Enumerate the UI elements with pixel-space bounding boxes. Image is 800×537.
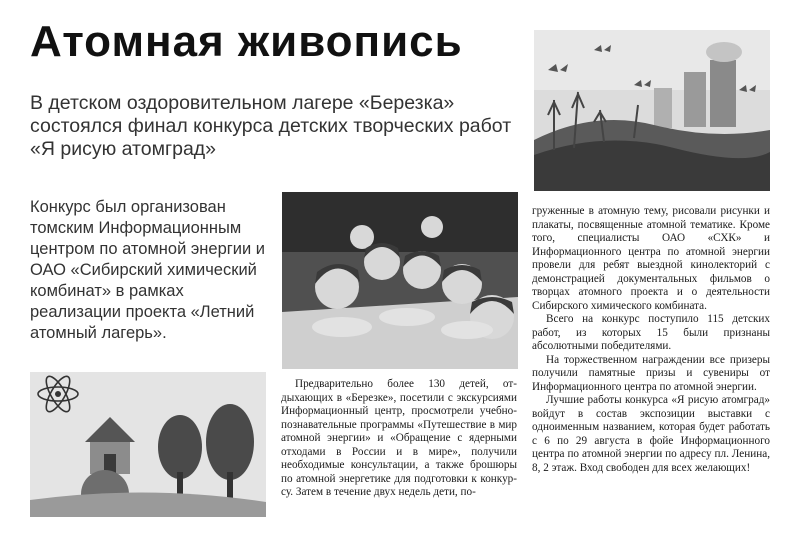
children-at-table-icon xyxy=(282,192,518,369)
drawing-bottom-image xyxy=(30,372,266,517)
children-photo xyxy=(282,192,518,369)
article-paragraph: На торжественном награждении все призеры получили памятные призы и сувениры от Информационного центра по атомной энергии. xyxy=(532,353,770,393)
article-intro: Конкурс был организован томским Информационным центром по атомной энергии и ОАО «Сибирский химический комбинат» в рамках реализации проекта «Летний атомный лагерь». xyxy=(30,198,266,342)
article-column-3 xyxy=(532,205,770,475)
drawing-city-butterflies-icon xyxy=(534,30,770,191)
article-title: Атомная живопись xyxy=(30,17,463,66)
article-paragraph: Предварительно более 130 детей, отдыхающих в «Березке», посетили с экскурсиями Информационный центр, просмотрели учебно-познавательные программы «Путешествие в мир атомной энергии» и «Обращение с ядерными отходами в России и в мире», получили необходимые консультации, а также брошюры по атомной энергетике для подготовки к конкурсу. Затем в течение двух недель дети, по- xyxy=(281,378,517,498)
article-paragraph: Лучшие работы конкурса «Я рисую атомград» войдут в состав экспозиции выставки с одноименным названием, которая будет работать с 6 по 29 августа в фойе Информационного центра по атомной энергии по адресу пл. Ленина, 8, 2 этаж. Вход свободен для всех желающих! xyxy=(532,394,770,474)
drawing-house-atom-icon xyxy=(30,372,266,517)
article-lead: В детском оздоровительном лагере «Березка» состоялся финал конкурса детских творческих работ «Я рисую атомград» xyxy=(30,92,512,160)
article-paragraph: Всего на конкурс поступило 115 детских работ, из которых 15 были признаны абсолютными победителями. xyxy=(532,313,770,352)
article-column-2 xyxy=(281,378,517,500)
article-paragraph: груженные в атомную тему, рисовали рисунки и плакаты, посвященные атомной тематике. Кроме того, специалисты ОАО «СХК» и Информационного центра по атомной энергии провели для ребят выездной кинолекторий с демонстрацией документальных фильмов о творцах атомного проекта и о деятельности Сибирского химического комбината. xyxy=(532,205,770,312)
drawing-top-image xyxy=(534,30,770,191)
